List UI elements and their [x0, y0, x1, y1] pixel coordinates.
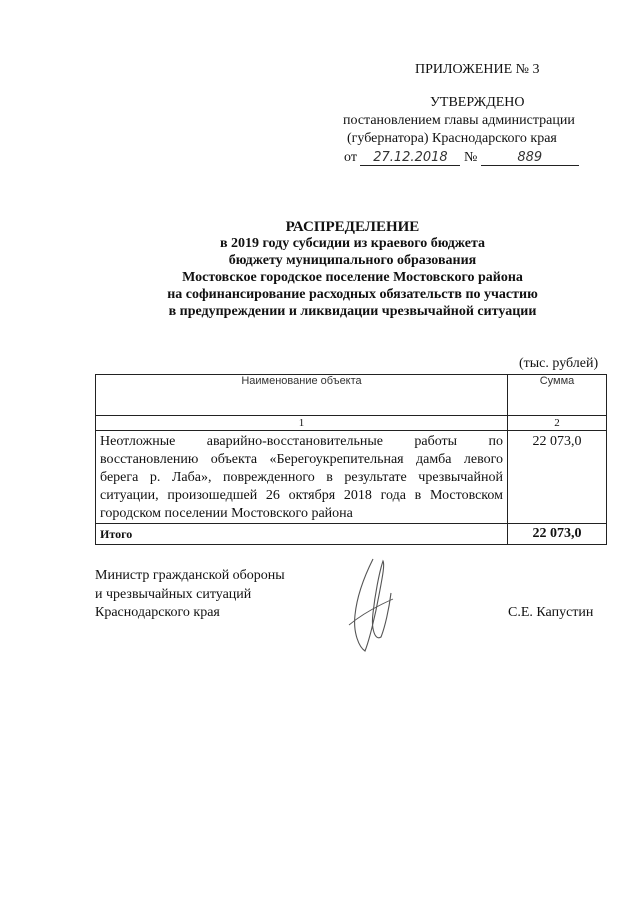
- total-label: Итого: [96, 524, 508, 545]
- table-number-row: [96, 416, 607, 431]
- signatory-position-line-2: и чрезвычайных ситуаций: [95, 587, 252, 602]
- col-number-1: 1: [96, 416, 508, 431]
- signatory-position-line-1: Министр гражданской обороны: [95, 568, 285, 583]
- object-sum-cell: 22 073,0: [508, 431, 607, 524]
- handwritten-signature: [335, 555, 405, 655]
- decree-number: 889: [481, 150, 579, 166]
- table-row: [96, 431, 607, 524]
- appendix-number: ПРИЛОЖЕНИЕ № 3: [415, 62, 540, 77]
- approved-label: УТВЕРЖДЕНО: [430, 95, 525, 110]
- from-label: от: [344, 150, 357, 165]
- table-total-row: [96, 524, 607, 545]
- col-number-2: 2: [508, 416, 607, 431]
- object-name-cell: Неотложные аварийно-восстановительные работы по восстановлению объекта «Берегоукрепительная дамба левого берега р. Лаба», поврежденного в результате чрезвычайной ситуации, произошедшей 26 октября 2018 года в Мостовском городском поселении Мостовского района: [96, 431, 508, 524]
- table-header-row: [96, 375, 607, 416]
- title-line-3: бюджету муниципального образования: [228, 253, 477, 268]
- document-title: РАСПРЕДЕЛЕНИЕ: [285, 219, 420, 235]
- title-line-2: в 2019 году субсидии из краевого бюджета: [219, 236, 486, 251]
- col-header-sum: Сумма: [508, 375, 607, 416]
- distribution-table: [95, 374, 607, 545]
- total-sum: 22 073,0: [508, 524, 607, 545]
- title-line-6: в предупреждении и ликвидации чрезвычайной ситуации: [168, 304, 537, 319]
- decree-date: 27.12.2018: [360, 150, 460, 166]
- title-line-5: на софинансирование расходных обязательств по участию: [167, 287, 538, 302]
- title-line-4: Мостовское городское поселение Мостовского района: [182, 270, 523, 285]
- units-label: (тыс. рублей): [519, 356, 599, 371]
- approved-line-1: постановлением главы администрации: [343, 113, 575, 128]
- signatory-name: С.Е. Капустин: [508, 605, 594, 620]
- number-label: №: [463, 150, 478, 165]
- approved-line-2: (губернатора) Краснодарского края: [347, 131, 557, 146]
- signatory-position-line-3: Краснодарского края: [95, 605, 220, 620]
- decree-date-line: [344, 150, 579, 166]
- col-header-name: Наименование объекта: [96, 375, 508, 416]
